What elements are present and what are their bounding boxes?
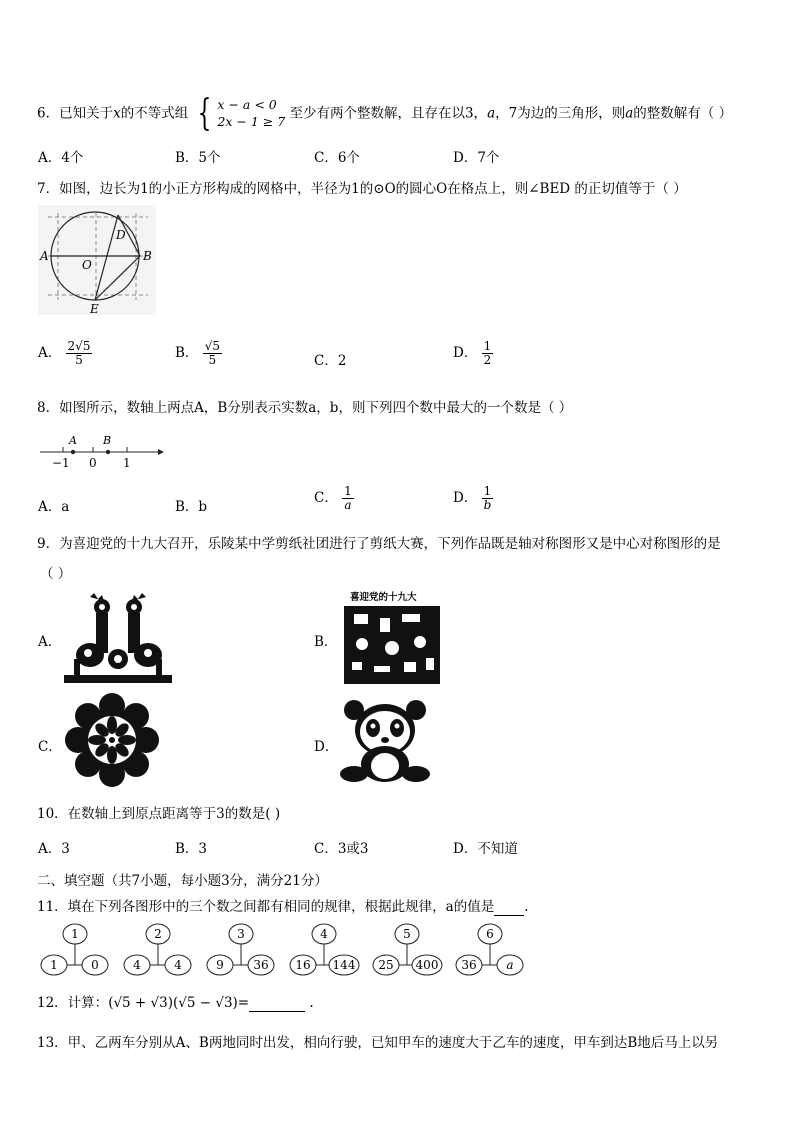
point-b	[106, 450, 110, 454]
number-line	[38, 430, 168, 470]
q7-figure	[38, 205, 158, 315]
node-top-value: 4	[320, 927, 328, 941]
label-a: A	[40, 249, 49, 263]
label-1: 1	[123, 456, 131, 470]
node-right-value: 400	[415, 958, 439, 972]
q11-group-1	[41, 924, 108, 975]
node-left-value: 9	[216, 958, 224, 972]
node-top-value: 5	[403, 927, 411, 941]
q8-option-a[interactable]: A．a	[38, 499, 70, 515]
inequality-system: { x − a < 0 2x − 1 ≥ 7	[197, 93, 286, 134]
node-left-value: 16	[295, 958, 311, 972]
q6-option-b[interactable]: B．5个	[175, 150, 221, 166]
q9-option-b[interactable]: B．	[314, 634, 338, 650]
q9-option-d[interactable]: D．	[314, 739, 339, 755]
node-left-value: 25	[378, 958, 394, 972]
q8-option-c[interactable]: C． $\frac{1}{a}$	[314, 484, 352, 513]
node-right-value: 4	[174, 958, 182, 972]
q10-option-b[interactable]: B．3	[175, 841, 208, 857]
q11-group-3	[207, 924, 274, 975]
flower-papercut-image	[64, 692, 160, 788]
panda	[340, 700, 430, 782]
node-top-value: 2	[154, 927, 162, 941]
node-right-value: 36	[253, 958, 269, 972]
q10-option-d[interactable]: D．不知道	[453, 841, 518, 857]
node-top-value: 6	[486, 927, 494, 941]
q6-stem: 6．已知关于x的不等式组 { x − a < 0 2x − 1 ≥ 7 至少有两个整数解，且存在以3，a，7为边的三角形，则a的整数解有（ ）	[37, 93, 733, 134]
flower-petals	[65, 693, 159, 787]
q11-figures	[38, 922, 528, 978]
node-right-value: a	[506, 958, 514, 972]
point-a	[71, 450, 75, 454]
q6-option-a[interactable]: A．4个	[38, 150, 84, 166]
label-neg1: −1	[52, 456, 70, 470]
label-a: A	[69, 434, 77, 447]
node-right-value: 0	[91, 958, 99, 972]
q9-option-c[interactable]: C．	[38, 739, 62, 755]
b-caption: 喜迎党的十九大	[350, 592, 417, 603]
q12-stem: 12．计算：(√5 + √3)(√5 − √3)= .	[37, 995, 314, 1011]
deer-papercut-image	[64, 593, 174, 685]
q11-group-5	[373, 924, 442, 975]
q10-stem: 10．在数轴上到原点距离等于3的数是( )	[37, 806, 281, 822]
q11-stem: 11．填在下列各图形中的三个数之间都有相同的规律，根据此规律，a的值是 .	[37, 899, 529, 915]
q7-option-a[interactable]: A． $\frac{2√5}{5}$	[38, 339, 91, 368]
q13-stem: 13．甲、乙两车分别从A、B两地同时出发，相向行驶，已知甲车的速度大于乙车的速度，甲车到达B地后马上以另	[37, 1035, 719, 1051]
node-top-value: 1	[71, 927, 79, 941]
q10-option-a[interactable]: A．3	[38, 841, 70, 857]
node-left-value: 36	[461, 958, 477, 972]
q7-option-d[interactable]: D． $\frac{1}{2}$	[453, 339, 492, 368]
node-left-value: 1	[50, 958, 58, 972]
q8-option-b[interactable]: B．b	[175, 499, 208, 515]
q9-option-a[interactable]: A．	[38, 634, 62, 650]
q6-option-d[interactable]: D．7个	[453, 150, 500, 166]
q11-answer-blank[interactable]	[494, 899, 524, 916]
q11-group-4	[290, 924, 359, 975]
q11-group-6	[456, 924, 523, 975]
label-b: B	[103, 434, 112, 447]
q11-group-2	[124, 924, 191, 975]
node-left-value: 4	[133, 958, 141, 972]
panda-papercut-image	[340, 698, 430, 786]
q12-answer-blank[interactable]	[249, 995, 305, 1012]
label-e: E	[90, 302, 99, 316]
axis-arrow	[158, 449, 164, 455]
q8-option-d[interactable]: D． $\frac{1}{b}$	[453, 484, 492, 513]
label-b: B	[143, 249, 152, 263]
q7-option-c[interactable]: C．2	[314, 353, 347, 369]
q8-stem: 8．如图所示，数轴上两点A，B分别表示实数a，b，则下列四个数中最大的一个数是（ ）	[37, 400, 573, 416]
node-top-value: 3	[237, 927, 245, 941]
q7-option-b[interactable]: B． $\frac{√5}{5}$	[175, 339, 220, 368]
node-right-value: 144	[332, 958, 356, 972]
party-papercut-image	[340, 588, 444, 688]
q6-option-c[interactable]: C．6个	[314, 150, 360, 166]
label-o: O	[82, 258, 92, 272]
q10-option-c[interactable]: C．3或3	[314, 841, 369, 857]
q7-stem: 7．如图，边长为1的小正方形构成的网格中，半径为1的⊙O的圆心O在格点上，则∠BED 的正切值等于（ ）	[37, 181, 687, 197]
label-d: D	[116, 228, 126, 242]
q9-stem: 9．为喜迎党的十九大召开，乐陵某中学剪纸社团进行了剪纸大赛，下列作品既是轴对称图形又是中心对称图形的是	[37, 536, 721, 552]
section-2-title: 二、填空题（共7小题，每小题3分，满分21分）	[37, 873, 328, 889]
q9-stem-paren: （ ）	[40, 566, 72, 582]
label-0: 0	[89, 456, 97, 470]
